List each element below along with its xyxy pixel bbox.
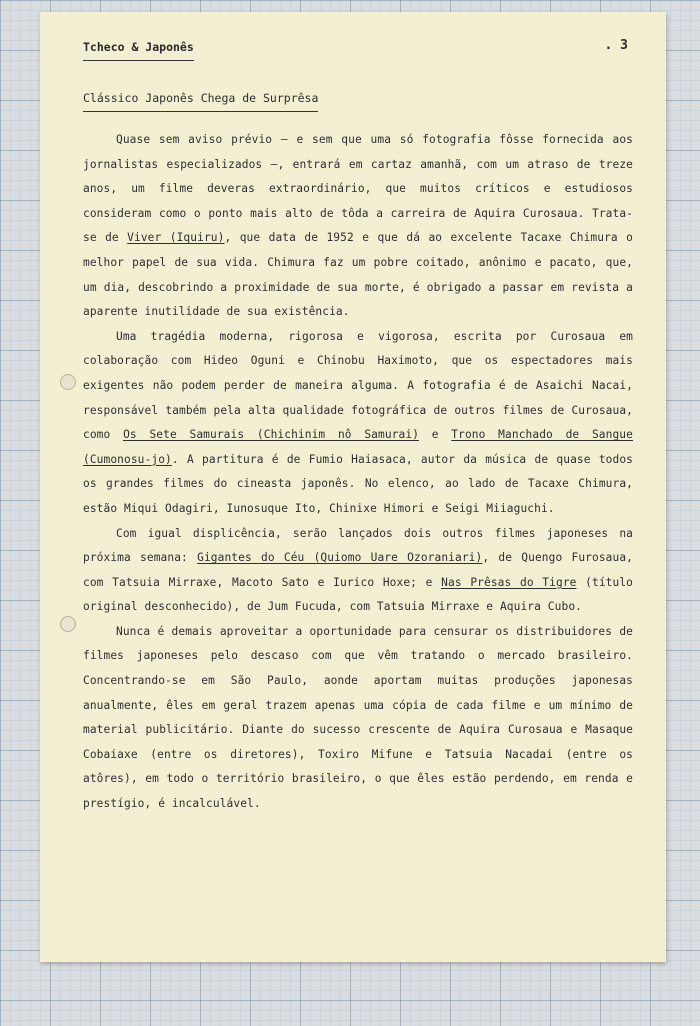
punch-hole	[60, 374, 76, 390]
film-title: Gigantes do Céu (Quiomo Uare Ozoraniari)	[197, 551, 483, 565]
article-body	[83, 128, 633, 817]
paragraph-1	[83, 128, 633, 325]
punch-hole	[60, 616, 76, 632]
film-title: Viver (Iquiru)	[127, 231, 225, 245]
section-header: Tcheco & Japonês	[83, 40, 194, 61]
paragraph-text: Com igual displicência, serão lançados dois outros filmes japoneses na próxima semana:	[83, 526, 633, 565]
paragraph-text: . A partitura é de Fumio Haiasaca, autor da música de quase todos os grandes filmes do cineasta japonês. No elenco, ao lado de Tacaxe Chimura, estão Miqui Odagiri, Iunosuque Ito, Chinixe Himori e Seigi Miiaguchi.	[83, 452, 633, 515]
paragraph-3	[83, 522, 633, 620]
paragraph-text: , que data de 1952 e que dá ao excelente Tacaxe Chimura o melhor papel de sua vida. Chimura faz um pobre coitado, anônimo e pacato, que, um dia, descobrindo a proximidade de sua morte, é obrigado a passar em revista a aparente inutilidade de sua existência.	[83, 231, 633, 319]
article-title: Clássico Japonês Chega de Surprêsa	[83, 91, 318, 112]
page-number: . 3	[604, 38, 628, 53]
paragraph-text: Uma tragédia moderna, rigorosa e vigorosa, escrita por Curosaua em colaboração com Hideo Oguni e Chinobu Haximoto, que os espectadores mais exigentes não podem perder de maneira alguma. A fotografia é de Asaichi Nacai, responsável também pela alta qualidade fotográfica de outros filmes de Curosaua, como	[83, 329, 633, 442]
paragraph-2	[83, 325, 633, 522]
film-title: Trono Manchado de Sangue (Cumonosu-jo)	[83, 428, 633, 466]
paragraph-text: Quase sem aviso prévio — e sem que uma só fotografia fôsse fornecida aos jornalistas especializados —, entrará em cartaz amanhã, com um atraso de treze anos, um filme deveras extraordinário, que muitos críticos e estudiosos consideram como o ponto mais alto de tôda a carreira de Aquira Curosaua. Trata-se de	[83, 133, 633, 245]
paragraph-text: , de Quengo Furosaua, com Tatsuia Mirraxe, Macoto Sato e Iurico Hoxe; e	[83, 551, 634, 589]
paragraph-text: (título original desconhecido), de Jum Fucuda, com Tatsuia Mirraxe e Aquira Cubo.	[83, 575, 634, 614]
paragraph-text: e	[419, 428, 452, 442]
film-title: Os Sete Samurais (Chichinim nô Samurai)	[123, 428, 420, 442]
paragraph-4: Nunca é demais aproveitar a oportunidade para censurar os distribuidores de filmes japoneses pelo descaso com que vêm tratando o mercado brasileiro. Concentrando-se em São Paulo, aonde aportam muitas produções japonesas anualmente, êles em geral trazem apenas uma cópia de cada filme e um mínimo de material publicitário. Diante do sucesso crescente de Aquira Curosaua e Masaque Cobaiaxe (entre os diretores), Toxiro Mifune e Tatsuia Nacadai (entre os atôres), em todo o território brasileiro, o que êles estão perdendo, em renda e prestígio, é incalculável.	[83, 624, 633, 811]
film-title: Nas Prêsas do Tigre	[441, 575, 577, 589]
typewritten-page	[40, 12, 666, 962]
